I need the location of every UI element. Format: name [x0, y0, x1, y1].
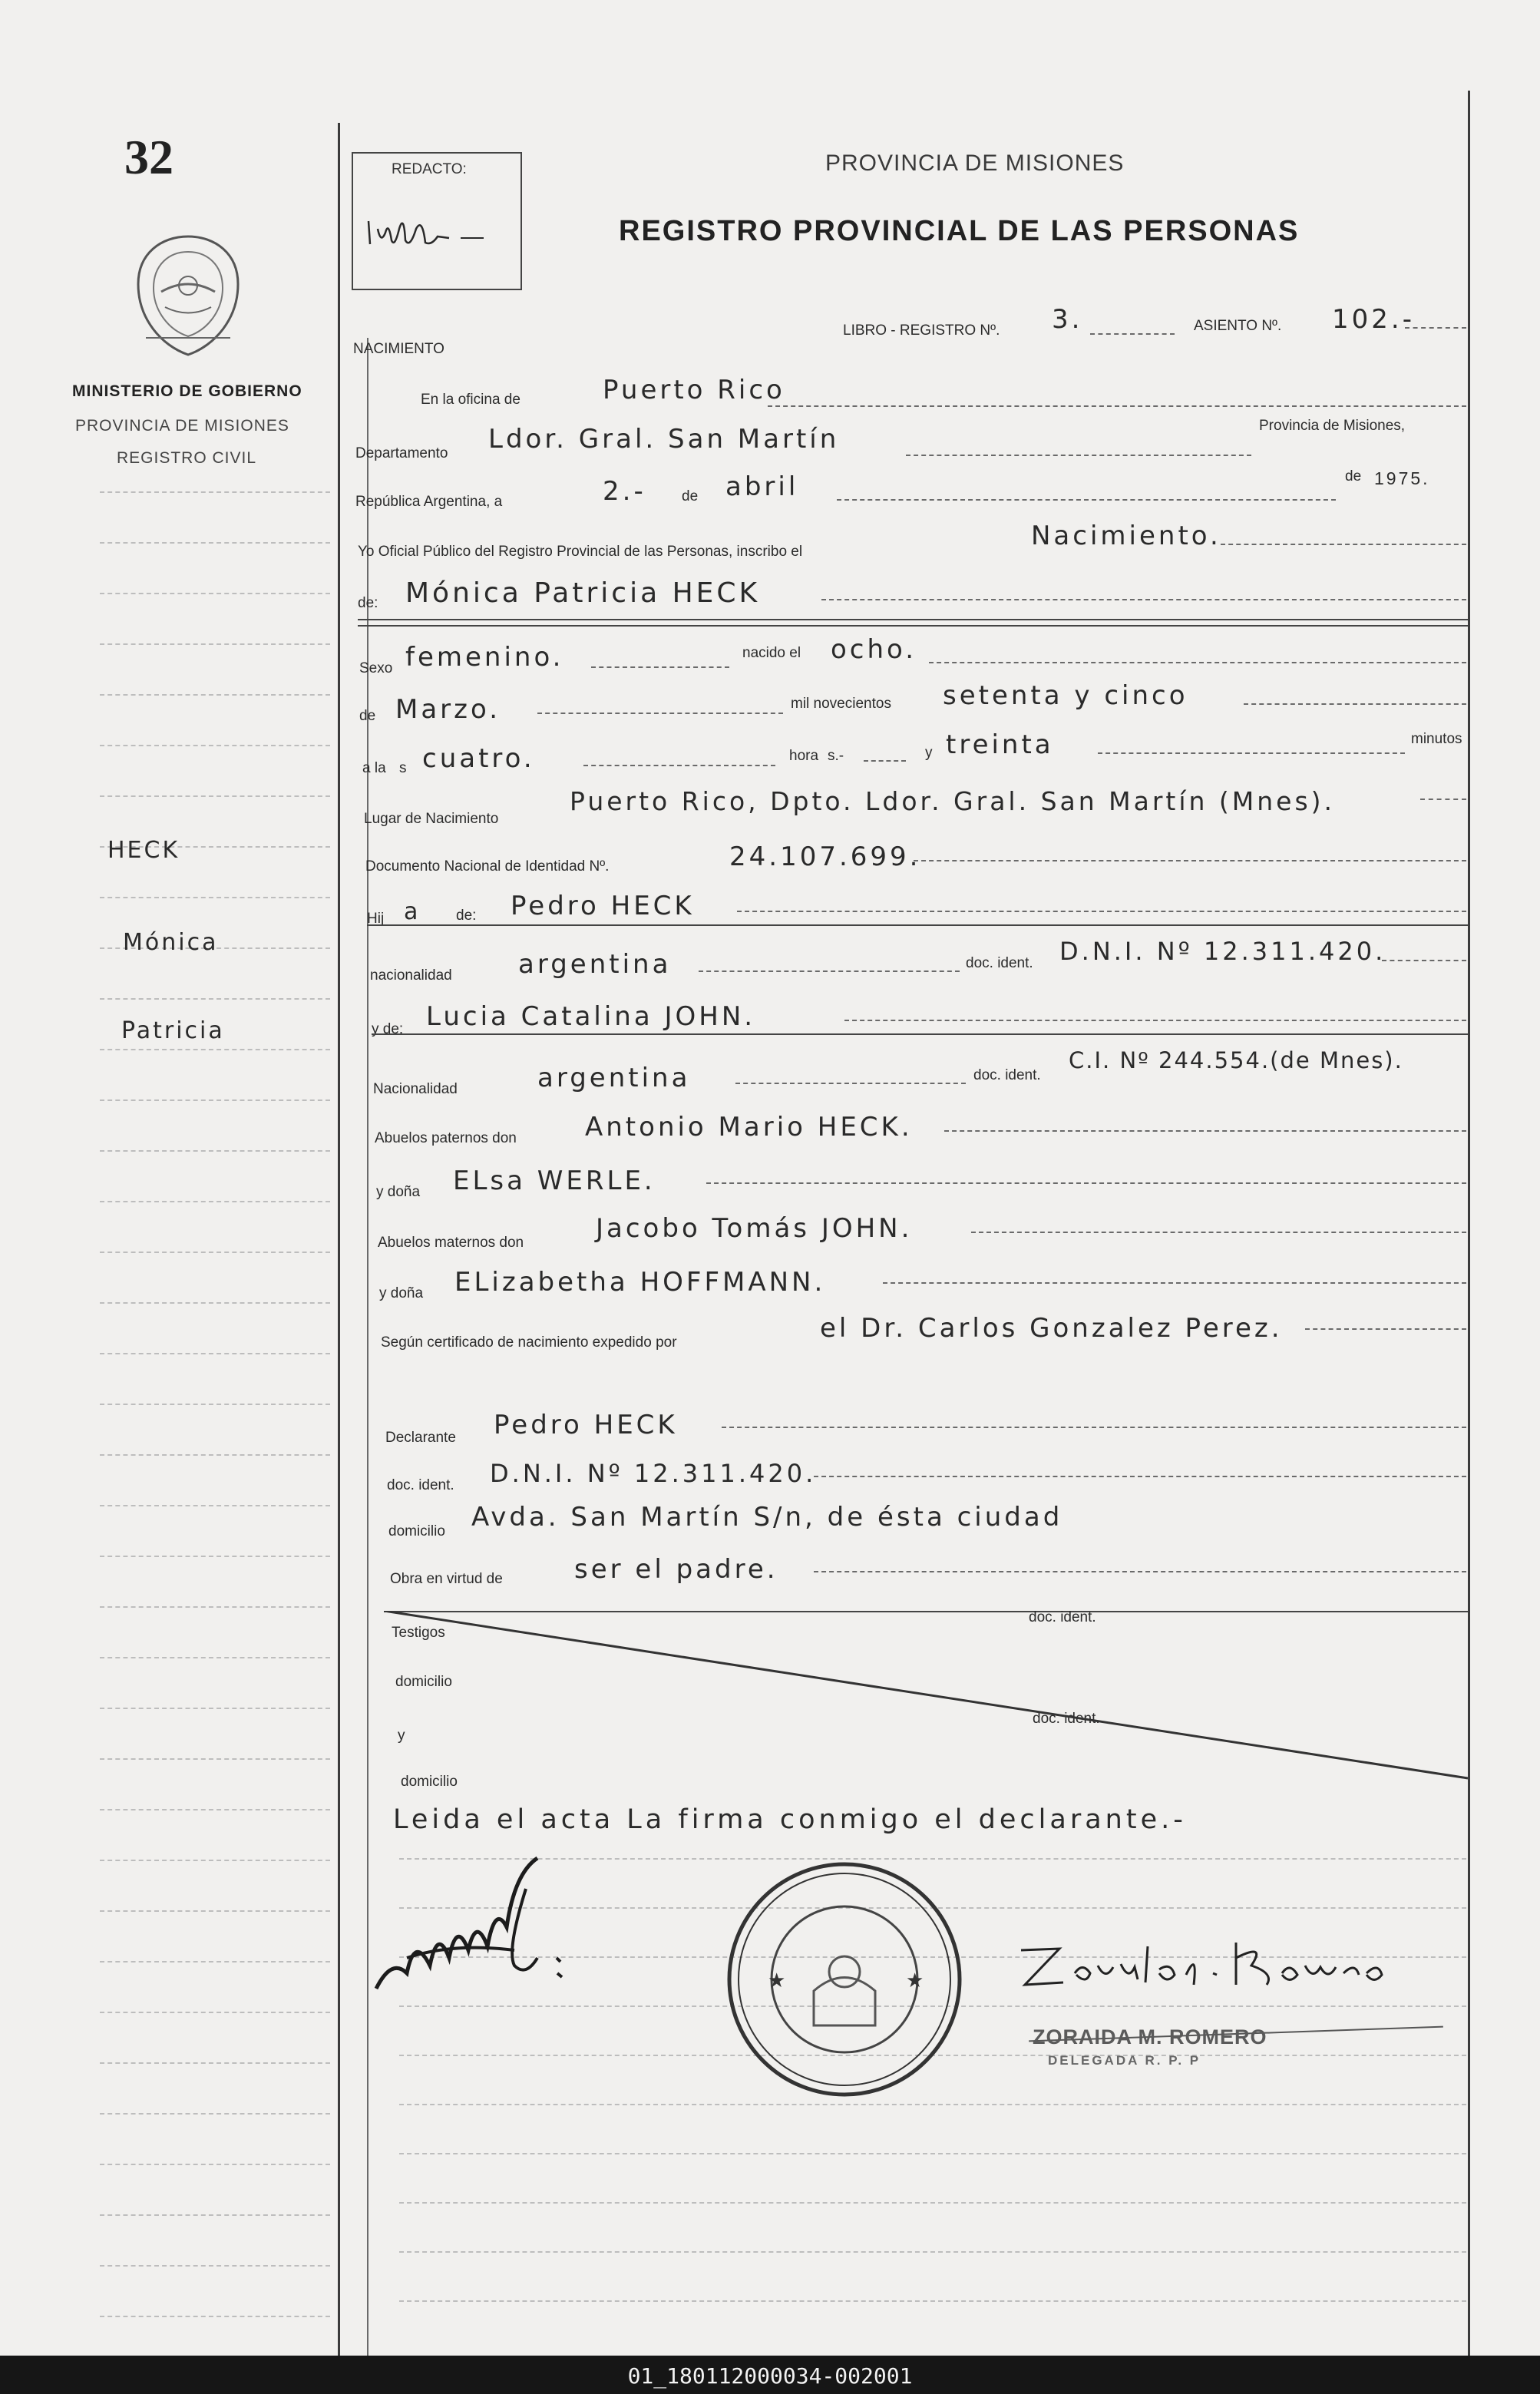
ministry-name: MINISTERIO DE GOBIERNO [72, 382, 302, 400]
value-anio: 1975. [1374, 468, 1430, 488]
form-rule [399, 2300, 1466, 2302]
value-oficina: Puerto Rico [603, 375, 785, 405]
label-nacido: nacido el [742, 645, 801, 661]
dash [1382, 960, 1466, 961]
dash [1405, 327, 1466, 329]
value-doc-declarante: D.N.I. Nº 12.311.420. [490, 1459, 817, 1488]
value-hij-suffix: a [404, 898, 421, 925]
margin-rule [100, 1252, 330, 1253]
value-doc-madre: C.I. Nº 244.554.(de Mnes). [1069, 1047, 1403, 1073]
margin-rule [100, 1505, 330, 1506]
provincial-seal-icon [131, 230, 246, 361]
margin-rule [100, 1556, 330, 1557]
margin-rule [100, 1201, 330, 1202]
libro-value: 3. [1052, 304, 1083, 335]
margin-rule [100, 1150, 330, 1152]
label-hij: Hij [367, 911, 385, 927]
label-mil: mil novecientos [791, 696, 891, 712]
value-obra: ser el padre. [574, 1554, 778, 1585]
value-domicilio: Avda. San Martín S/n, de ésta ciudad [471, 1502, 1063, 1533]
value-nac-madre: argentina [537, 1063, 691, 1093]
label-de-month: de [359, 708, 376, 724]
dash [768, 405, 1466, 407]
dash [864, 760, 906, 762]
value-nombre: Mónica Patricia HECK [405, 577, 761, 609]
value-minutos: treinta [946, 729, 1054, 760]
declarant-signature [361, 1843, 591, 2012]
label-hora: hora [789, 748, 819, 764]
under [358, 625, 1468, 627]
margin-rule [100, 1454, 330, 1456]
label-de-father: de: [456, 908, 477, 924]
value-abuela-mat: ELizabetha HOFFMANN. [454, 1267, 826, 1298]
label-doc-5: doc. ident. [1033, 1711, 1100, 1727]
margin-rule [100, 1910, 330, 1912]
label-y-dona-2: y doña [379, 1285, 424, 1301]
dash [944, 1130, 1466, 1132]
label-domicilio: domicilio [388, 1523, 445, 1539]
margin-rule [100, 491, 330, 493]
value-abuela-pat: ELsa WERLE. [453, 1166, 656, 1196]
dash [1305, 1328, 1466, 1330]
value-alas-suffix: s [399, 760, 407, 776]
dash [699, 970, 960, 972]
margin-rule [100, 694, 330, 696]
registry-seal-icon [722, 1857, 967, 2102]
label-minutos: minutos [1411, 731, 1462, 747]
dash [537, 713, 783, 714]
value-doc-padre: D.N.I. Nº 12.311.420. [1059, 937, 1386, 966]
value-nac-padre: argentina [518, 949, 672, 980]
ministry-province: PROVINCIA DE MISIONES [75, 417, 289, 435]
inner-form-border [367, 338, 368, 2356]
margin-rule [100, 897, 330, 898]
label-y-dona-1: y doña [376, 1184, 421, 1200]
label-segun: Según certificado de nacimiento expedido por [381, 1334, 677, 1351]
label-abuelos-maternos: Abuelos maternos don [378, 1235, 524, 1251]
margin-middle-name: Patricia [121, 1017, 225, 1044]
margin-rule [100, 1657, 330, 1658]
margin-surname: HECK [107, 837, 180, 864]
value-acto: Nacimiento. [1031, 521, 1221, 551]
label-oficina: En la oficina de [421, 392, 520, 408]
svg-text:★: ★ [768, 1969, 786, 1992]
dash [971, 1232, 1466, 1233]
dash [844, 1020, 1466, 1021]
margin-rule [100, 795, 330, 797]
label-doc-1: doc. ident. [966, 955, 1033, 971]
stamp-role: DELEGADA R. P. P [1048, 2053, 1201, 2068]
dash [735, 1083, 966, 1084]
value-nacido-anio: setenta y cinco [943, 680, 1188, 711]
dash [1420, 799, 1466, 800]
label-nacionalidad-1: nacionalidad [370, 967, 452, 984]
under [367, 924, 1468, 926]
margin-rule [100, 1708, 330, 1709]
sheet-number: 32 [124, 130, 173, 184]
label-de: de [682, 488, 699, 504]
margin-first-name: Mónica [123, 929, 219, 956]
label-doc-3: doc. ident. [387, 1477, 454, 1493]
dash [722, 1427, 1466, 1428]
margin-rule [100, 1961, 330, 1962]
label-documento: Documento Nacional de Identidad Nº. [365, 858, 610, 875]
value-lugar: Puerto Rico, Dpto. Ldor. Gral. San Martín (Mnes). [570, 786, 1336, 816]
margin-rule [100, 1302, 330, 1304]
province-title: PROVINCIA DE MISIONES [825, 150, 1125, 176]
dash [583, 765, 775, 766]
value-certificado: el Dr. Carlos Gonzalez Perez. [820, 1313, 1283, 1344]
value-nacido-dia: ocho. [831, 634, 917, 665]
value-hora-suffix: s.- [828, 748, 844, 764]
margin-rule [100, 2164, 330, 2165]
registry-title: REGISTRO PROVINCIAL DE LAS PERSONAS [619, 215, 1300, 247]
redacto-label: REDACTO: [392, 161, 467, 177]
label-domicilio-3: domicilio [401, 1774, 458, 1790]
value-nacido-mes: Marzo. [395, 694, 501, 725]
left-column-border [338, 123, 340, 2356]
margin-rule [100, 1860, 330, 1861]
dash [837, 499, 1336, 501]
under [372, 1033, 1468, 1035]
value-madre: Lucia Catalina JOHN. [426, 1001, 756, 1032]
form-rule [399, 2251, 1466, 2253]
label-de-name: de: [358, 595, 378, 611]
asiento-value: 102.- [1332, 304, 1415, 335]
label-y-2: y [398, 1728, 405, 1744]
value-declarante: Pedro HECK [494, 1410, 678, 1440]
margin-rule [100, 1758, 330, 1760]
dash [821, 599, 1466, 600]
label-de-year: de [1345, 468, 1362, 484]
label-alas: a la [362, 760, 386, 776]
asiento-label: ASIENTO Nº. [1194, 318, 1282, 334]
value-hora: cuatro. [422, 743, 535, 774]
cross-out-line [384, 1611, 1468, 1780]
dash [1221, 544, 1466, 545]
dash [814, 1571, 1466, 1572]
dash [1090, 333, 1175, 335]
value-dni: 24.107.699. [729, 842, 921, 872]
margin-rule [100, 1606, 330, 1608]
label-y: y [925, 745, 933, 761]
footer-code: 01_180112000034-002001 [627, 2363, 913, 2389]
margin-rule [100, 1809, 330, 1810]
margin-rule [100, 998, 330, 1000]
label-obra: Obra en virtud de [390, 1571, 503, 1587]
ministry-office: REGISTRO CIVIL [117, 449, 257, 467]
label-nacionalidad-2: Nacionalidad [373, 1081, 458, 1097]
label-y-de: y de: [372, 1021, 404, 1037]
margin-rule [100, 2012, 330, 2013]
dash [814, 1476, 1466, 1477]
libro-label: LIBRO - REGISTRO Nº. [843, 322, 1000, 339]
margin-rule [100, 593, 330, 594]
dash [1098, 752, 1405, 754]
svg-text:★: ★ [906, 1969, 924, 1992]
dash [737, 911, 1466, 912]
margin-rule [100, 1353, 330, 1354]
value-departamento: Ldor. Gral. San Martín [488, 424, 840, 455]
label-doc-2: doc. ident. [973, 1067, 1041, 1083]
margin-rule [100, 1404, 330, 1405]
value-abuelo-mat: Jacobo Tomás JOHN. [596, 1213, 913, 1244]
dash [591, 666, 729, 668]
margin-rule [100, 2265, 330, 2267]
margin-rule [100, 542, 330, 544]
label-sexo: Sexo [359, 660, 393, 676]
value-padre: Pedro HECK [511, 891, 695, 921]
right-border [1468, 91, 1470, 2356]
section-label: NACIMIENTO [353, 341, 444, 357]
dash [706, 1182, 1466, 1184]
dash [883, 1282, 1466, 1284]
dash [929, 662, 1466, 663]
dash [906, 455, 1251, 456]
dash [1244, 703, 1466, 705]
margin-rule [100, 2113, 330, 2115]
margin-rule [100, 745, 330, 746]
under [358, 619, 1468, 620]
closing-statement: Leida el acta La firma conmigo el declarante.- [393, 1804, 1187, 1835]
form-rule [399, 2153, 1466, 2154]
margin-rule [100, 1099, 330, 1101]
label-testigos: Testigos [392, 1625, 445, 1641]
form-rule [399, 2104, 1466, 2105]
value-abuelo-pat: Antonio Mario HECK. [585, 1112, 913, 1142]
label-doc-4: doc. ident. [1029, 1609, 1096, 1625]
official-signature [1013, 1919, 1413, 2004]
label-republica: República Argentina, a [355, 494, 503, 510]
margin-rule [100, 1049, 330, 1050]
margin-rule [100, 2316, 330, 2317]
dash [914, 860, 1466, 861]
label-domicilio-2: domicilio [395, 1674, 452, 1690]
label-departamento: Departamento [355, 445, 448, 461]
stamp-name: ZORAIDA M. ROMERO [1033, 2025, 1267, 2048]
margin-rule [100, 2214, 330, 2216]
label-yo-oficial: Yo Oficial Público del Registro Provincial de las Personas, inscribo el [358, 544, 803, 560]
label-abuelos-paternos: Abuelos paternos don [375, 1130, 517, 1146]
value-mes: abril [725, 471, 799, 502]
value-sexo: femenino. [405, 642, 564, 673]
value-dia: 2.- [603, 476, 646, 507]
margin-rule [100, 643, 330, 645]
margin-rule [100, 2062, 330, 2064]
label-lugar: Lugar de Nacimiento [364, 811, 499, 827]
label-provincia: Provincia de Misiones, [1259, 418, 1406, 434]
label-declarante: Declarante [385, 1430, 456, 1446]
form-rule [399, 2202, 1466, 2204]
redacto-signature [361, 198, 491, 260]
